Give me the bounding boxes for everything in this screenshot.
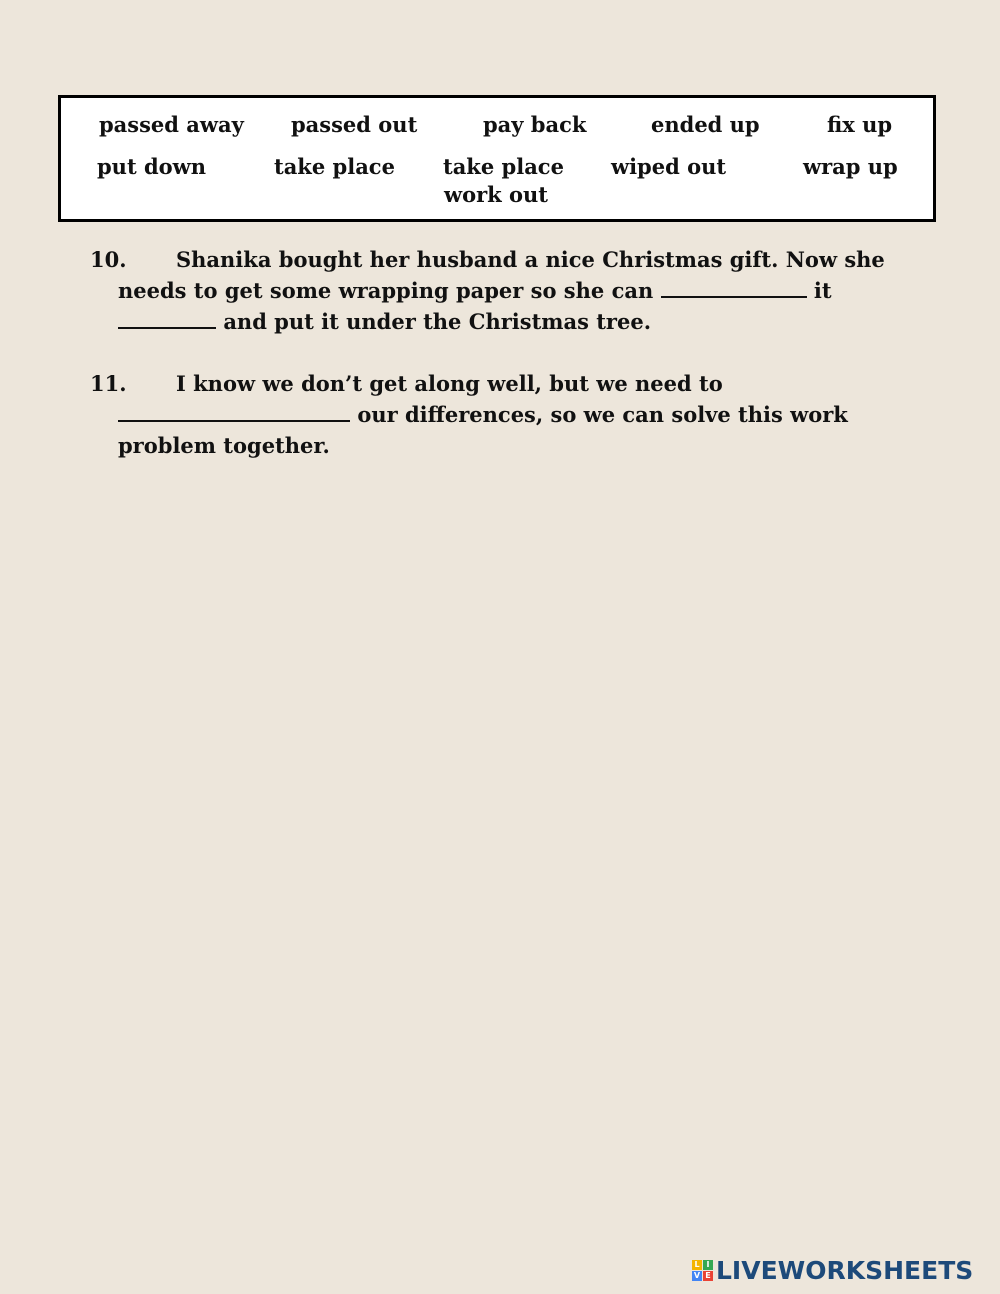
answer-blank[interactable]	[118, 307, 216, 329]
question-text: I know we don’t get along well, but we need to	[176, 371, 723, 396]
logo-icon	[692, 1260, 713, 1281]
question-number: 11.	[90, 371, 127, 396]
logo-cell: L	[692, 1260, 702, 1270]
liveworksheets-logo	[692, 1254, 973, 1286]
question-text: Shanika bought her husband a nice Christmas gift. Now she	[176, 247, 885, 272]
answer-blank[interactable]	[661, 276, 807, 298]
answer-blank[interactable]	[118, 400, 350, 422]
word-bank-item: work out	[444, 182, 548, 207]
word-bank-item: fix up	[827, 112, 893, 137]
word-bank-item: ended up	[651, 112, 760, 137]
question-text: and put it under the Christmas tree.	[223, 309, 652, 334]
word-bank-item: take place	[274, 154, 395, 179]
word-bank-item: wrap up	[803, 154, 898, 179]
question-10	[90, 244, 950, 337]
word-bank-item: wiped out	[611, 154, 727, 179]
question-11	[90, 368, 950, 461]
question-number: 10.	[90, 247, 127, 272]
question-text: it	[813, 278, 832, 303]
logo-text: LIVEWORKSHEETS	[716, 1255, 974, 1285]
question-text: needs to get some wrapping paper so she can	[118, 278, 654, 303]
word-bank-item: take place	[443, 154, 564, 179]
logo-cell: V	[693, 1270, 701, 1280]
logo-cell: E	[703, 1271, 713, 1281]
word-bank-item: pay back	[483, 112, 587, 137]
word-bank-item: passed away	[99, 112, 244, 137]
question-text: our differences, so we can solve this work	[357, 402, 848, 427]
word-bank-item: passed out	[291, 112, 418, 137]
word-bank-box	[58, 95, 936, 222]
word-bank-item: put down	[97, 154, 206, 179]
question-text: problem together.	[118, 433, 330, 458]
logo-cell: I	[703, 1260, 713, 1270]
